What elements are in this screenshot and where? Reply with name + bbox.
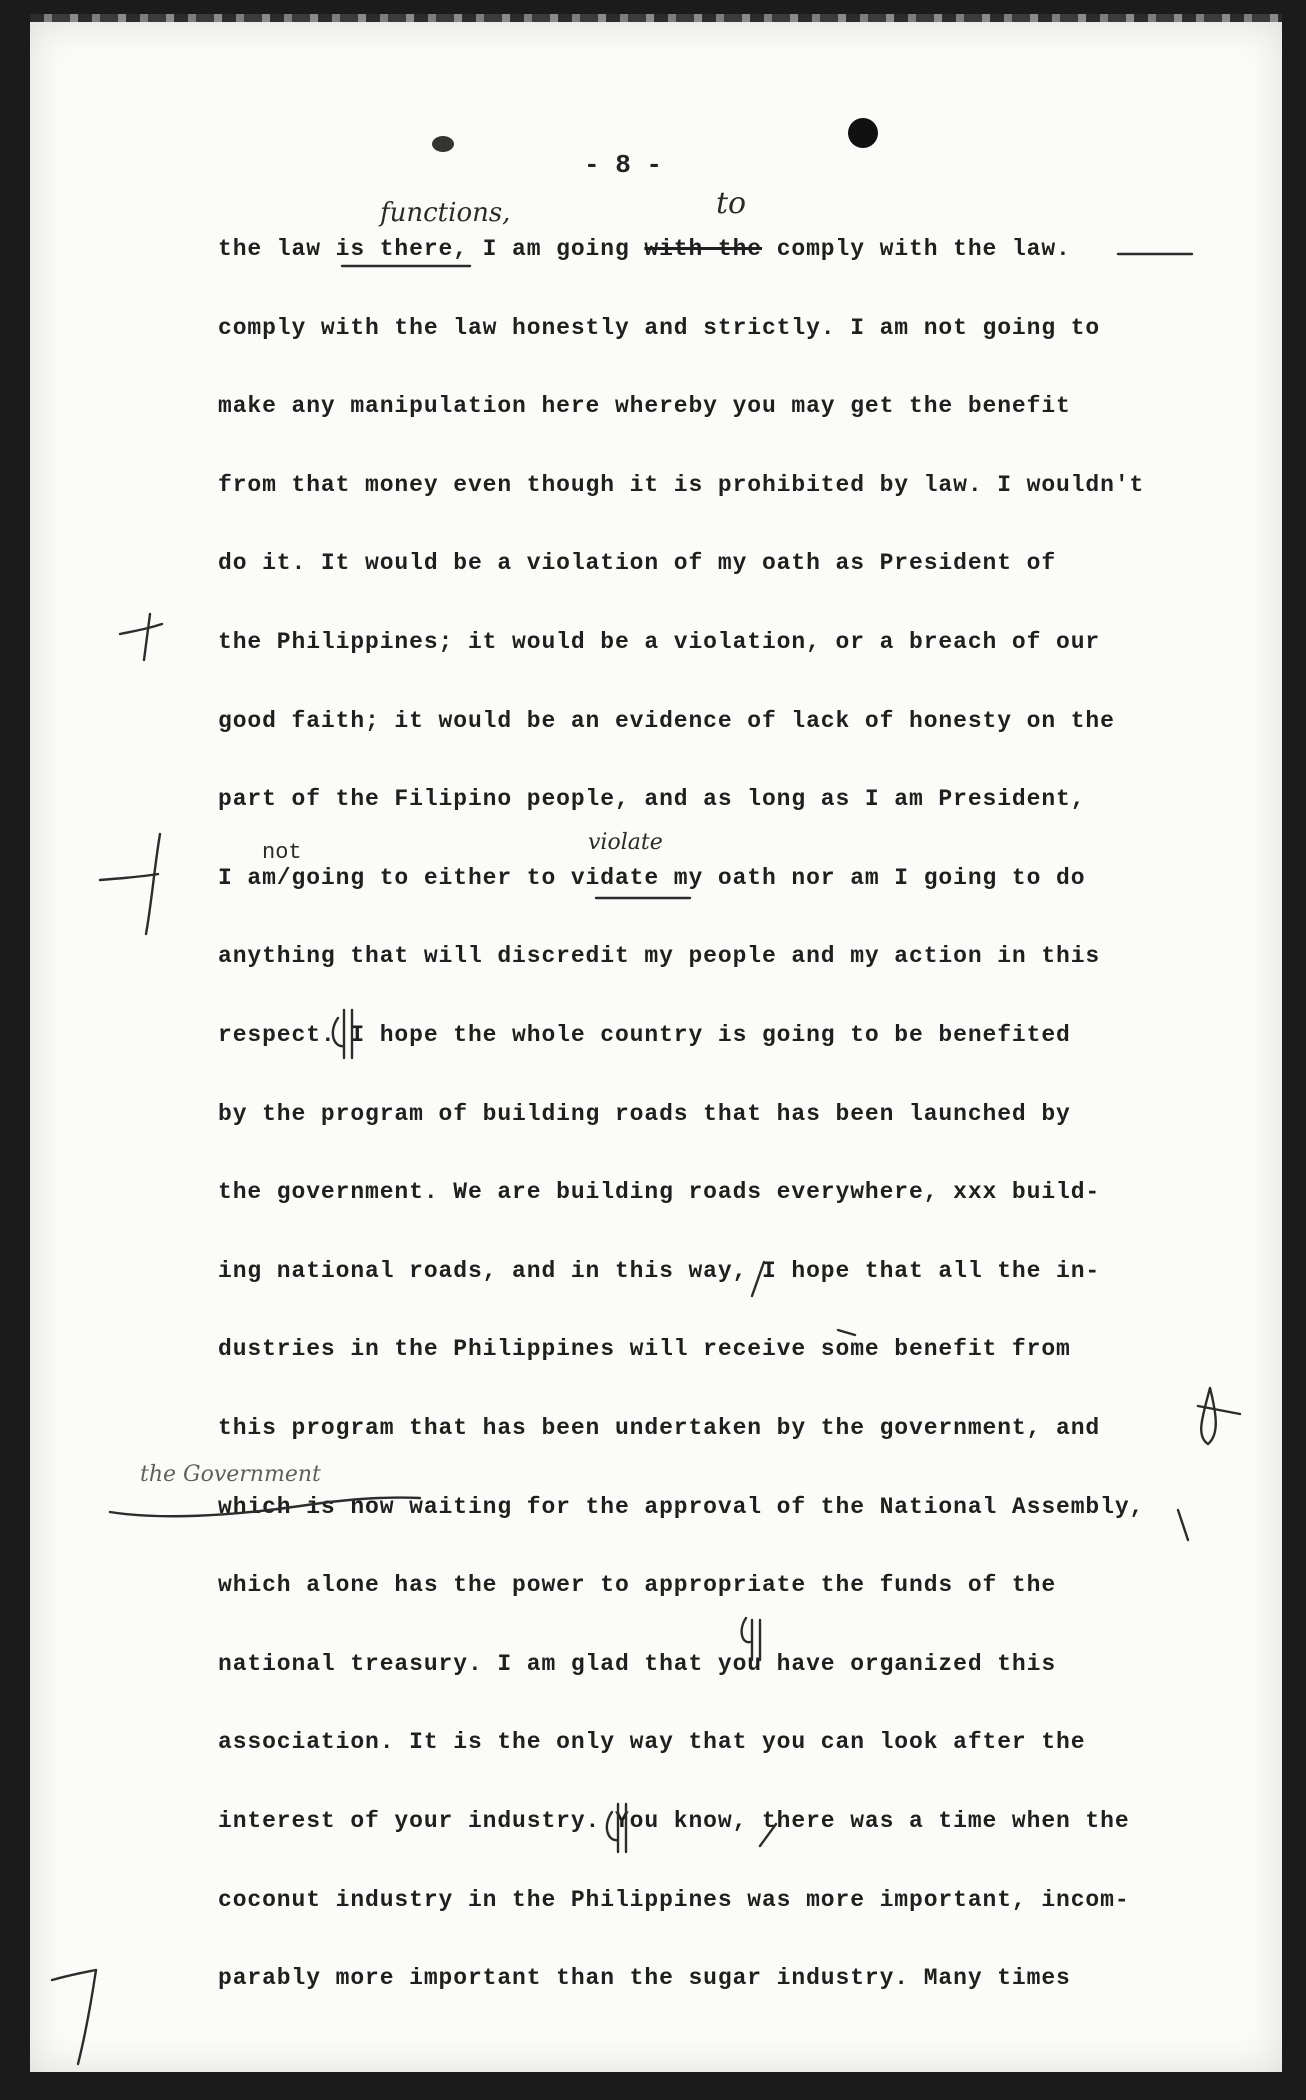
text-line: good faith; it would be an evidence of lack of honesty on the [218, 707, 1115, 734]
handwritten-violate: violate [588, 830, 663, 855]
text-line: ing national roads, and in this way, I hope that all the in- [218, 1257, 1101, 1284]
handwritten-not: not [262, 840, 302, 865]
text-line: anything that will discredit my people and my action in this [218, 943, 1101, 970]
handwritten-the-government: the Government [140, 1462, 321, 1487]
handwritten-functions: functions, [380, 198, 511, 228]
text-line: coconut industry in the Philippines was more important, incom- [218, 1886, 1130, 1913]
text-line: the Philippines; it would be a violation, or a breach of our [218, 629, 1101, 655]
text-line: comply with the law honestly and strictly. I am not going to [218, 314, 1101, 341]
text-line: interest of your industry. You know, there was a time when the [218, 1808, 1130, 1834]
text-line: make any manipulation here whereby you may get the benefit [218, 393, 1071, 420]
handwritten-to: to [716, 186, 747, 221]
text-segment: comply with the law. [762, 236, 1071, 262]
text-line: part of the Filipino people, and as long as I am President, [218, 786, 1086, 813]
text-line: the government. We are building roads everywhere, xxx build- [218, 1179, 1101, 1206]
text-line: which alone has the power to appropriate the funds of the [218, 1572, 1057, 1599]
text-line: from that money even though it is prohibited by law. I wouldn't [218, 471, 1145, 498]
text-line: this program that has been undertaken by the government, and [218, 1415, 1101, 1441]
text-line: which is now waiting for the approval of the National Assembly, [218, 1493, 1145, 1520]
struck-text: with the [644, 236, 762, 262]
text-line: dustries in the Philippines will receive some benefit from [218, 1336, 1071, 1363]
text-segment: the law is there, I am going [218, 236, 645, 262]
text-line: parably more important than the sugar industry. Many times [218, 1965, 1071, 1992]
text-line: do it. It would be a violation of my oath as President of [218, 550, 1057, 577]
text-line: respect. I hope the whole country is going to be benefited [218, 1022, 1071, 1048]
text-line: I am/going to either to vidate my oath nor am I going to do [218, 864, 1086, 891]
text-line: by the program of building roads that has been launched by [218, 1100, 1071, 1127]
text-line: association. It is the only way that you can look after the [218, 1729, 1086, 1756]
text-line: national treasury. I am glad that you have organized this [218, 1650, 1057, 1677]
page-number: - 8 - [584, 150, 663, 180]
